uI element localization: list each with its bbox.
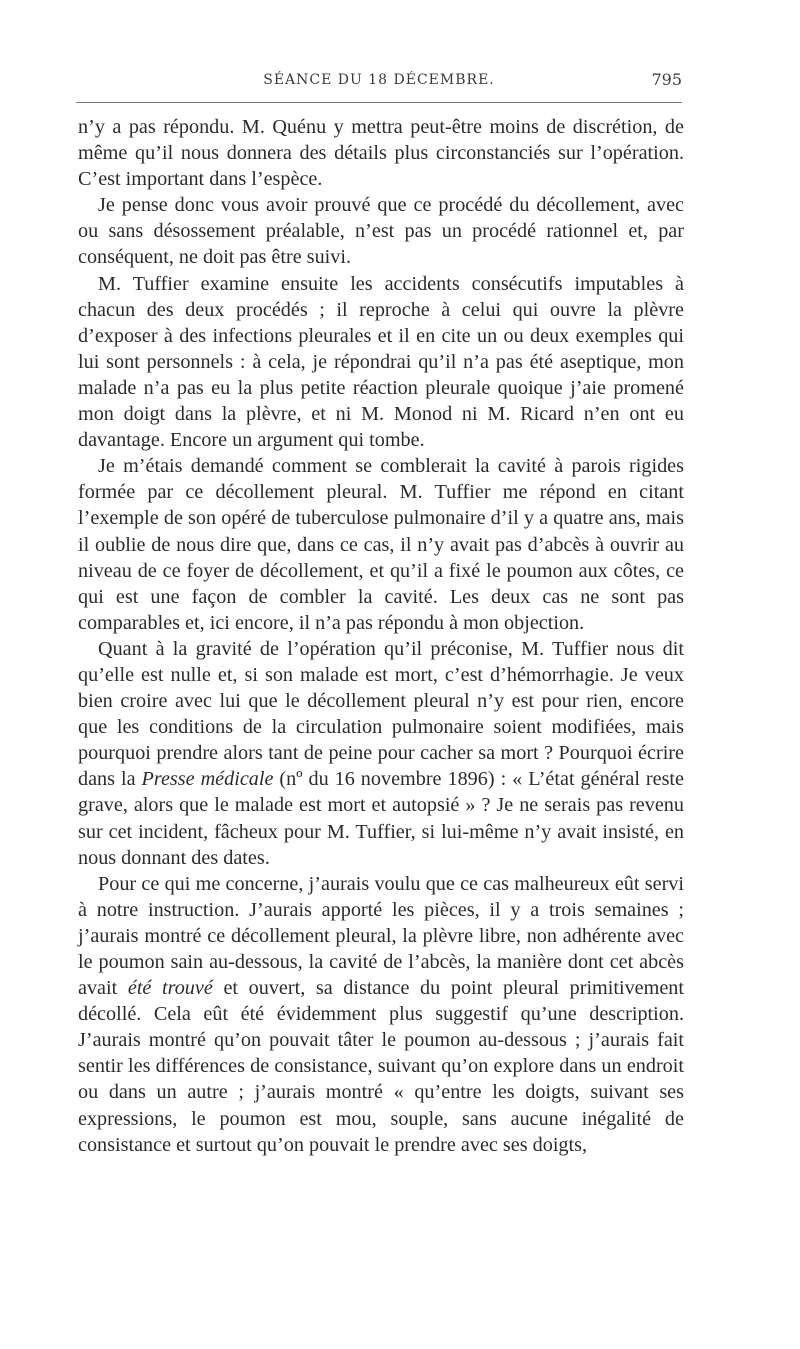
paragraph-text: et ouvert, sa distance du point pleural primitivement décollé. Cela eût été évidemment plus suggestif qu’une description. J’aurais montré qu’on pouvait tâter le poumon au-dessous ; j’aurais fait sentir les différences de consistance, suivant qu’on explore dans un endroit ou dans un autre ; j’aurais montré « qu’entre les doigts, suivant ses expressions, le poumon est mou, souple, sans aucune inégalité de consistance et surtout qu’on pouvait le prendre avec ses doigts,: [78, 977, 684, 1156]
paragraph: [78, 636, 684, 871]
paragraph-text: (nº du 16 novembre 1896) : « L’état général reste grave, alors que le malade est mort et autopsié » ? Je ne serais pas revenu sur cet incident, fâcheux pour M. Tuffier, si lui-même n’y avait insisté, en nous donnant des dates.: [78, 768, 685, 869]
body-text: [78, 114, 684, 1158]
paragraph-text: Quant à la gravité de l’opération qu’il préconise, M. Tuffier nous dit qu’elle est nulle et, si son malade est mort, c’est d’hémorrhagie. Je veux bien croire avec lui que le décollement pleural n’y est pour rien, encore que les conditions de la circulation pulmonaire soient modifiées, mais pourquoi prendre alors tant de peine pour cacher sa mort ? Pourquoi écrire dans la: [78, 637, 684, 791]
header-rule: [76, 102, 682, 103]
paragraph: M. Tuffier examine ensuite les accidents consécutifs imputables à chacun des deux procédés ; il reproche à celui qui ouvre la plèvre d’exposer à des infections pleurales et il en cite un ou deux exemples qui lui sont personnels : à cela, je répondrai qu’il n’a pas été aseptique, mon malade n’a pas eu la plus petite réaction pleurale quoique j’aie promené mon doigt dans la plèvre, et ni M. Monod ni M. Ricard n’en ont eu davantage. Encore un argument qui tombe.: [78, 272, 684, 452]
running-head: [76, 70, 682, 94]
paragraph-text: Pour ce qui me concerne, j’aurais voulu que ce cas malheureux eût servi à notre instruction. J’aurais apporté les pièces, il y a trois semaines ; j’aurais montré ce décollement pleural, la plèvre libre, non adhérente avec le poumon sain au-dessous, la cavité de l’abcès, la manière dont cet abcès avait: [78, 872, 684, 1000]
paragraph-continuation: n’y a pas répondu. M. Quénu y mettra peut-être moins de discrétion, de même qu’il nous donnera des détails plus circonstanciés sur l’opération. C’est important dans l’espèce.: [78, 116, 684, 191]
paragraph: Je pense donc vous avoir prouvé que ce procédé du décollement, avec ou sans désossement préalable, n’est pas un procédé rationnel et, par conséquent, ne doit pas être suivi.: [78, 194, 684, 269]
italic-phrase: été trouvé: [127, 977, 213, 1000]
paragraph: [78, 871, 684, 1158]
paragraph: Je m’étais demandé comment se comblerait la cavité à parois rigides formée par ce décollement pleural. M. Tuffier me répond en citant l’exemple de son opéré de tuberculose pulmonaire d’il y a quatre ans, mais il oublie de nous dire que, dans ce cas, il n’y avait pas d’abcès à ouvrir au niveau de ce foyer de décollement, et qu’il a fixé le poumon aux côtes, ce qui est une façon de combler la cavité. Les deux cas ne sont pas comparables et, ici encore, il n’a pas répondu à mon objection.: [78, 455, 684, 634]
running-title: SÉANCE DU 18 DÉCEMBRE.: [263, 72, 495, 88]
page-number: 795: [651, 70, 682, 89]
italic-title: Presse médicale: [141, 768, 274, 791]
